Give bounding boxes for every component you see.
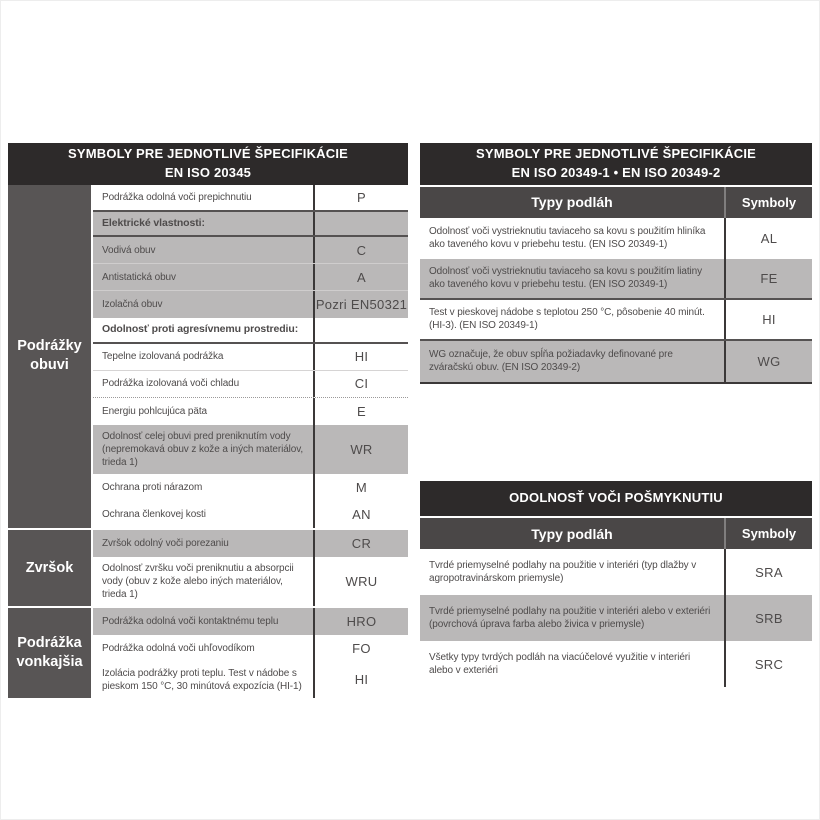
row-symbol: AN xyxy=(313,501,408,528)
row-label: Odolnosť voči vystrieknutiu taviaceho sa kovu s použitím liatiny ako taveného kovu v priebehu testu. (EN ISO 20349-1) xyxy=(429,266,703,291)
table-body xyxy=(420,218,812,384)
table-row xyxy=(420,641,812,687)
table-row xyxy=(93,608,408,635)
row-symbol: P xyxy=(313,185,408,210)
table-row xyxy=(93,501,408,528)
row-symbol: WRU xyxy=(313,557,408,606)
row-label: Podrážka izolovaná voči chladu xyxy=(102,378,240,390)
table-body xyxy=(420,549,812,687)
table-row xyxy=(93,264,408,291)
table-title-line2: EN ISO 20349-1 • EN ISO 20349-2 xyxy=(511,164,721,180)
row-label: Všetky typy tvrdých podláh na viacúčelové využitie v interiéri alebo v exteriéri xyxy=(429,652,691,676)
row-symbol: SRA xyxy=(724,549,812,595)
table-row xyxy=(93,371,408,398)
category-rows xyxy=(93,185,408,528)
row-label: Ochrana proti nárazom xyxy=(102,481,203,493)
table-row xyxy=(420,341,812,382)
column-header-floor-types: Typy podláh xyxy=(531,525,613,542)
table-row xyxy=(93,318,408,344)
table-row xyxy=(93,237,408,264)
table-title-en-iso-20345 xyxy=(8,143,408,185)
row-label: Vodivá obuv xyxy=(102,244,156,256)
row-symbol: CI xyxy=(313,371,408,397)
table-row xyxy=(420,300,812,341)
table-title-line1: SYMBOLY PRE JEDNOTLIVÉ ŠPECIFIKÁCIE xyxy=(475,146,757,161)
row-label: Odolnosť voči vystrieknutiu taviaceho sa kovu s použitím hliníka ako taveného kovu v priebehu testu. (EN ISO 20349-1) xyxy=(429,226,706,251)
category-rows xyxy=(93,530,408,606)
row-label: Test v pieskovej nádobe s teplotou 250 °C, pôsobenie 40 minút. (HI-3). (EN ISO 20349-1) xyxy=(429,307,705,332)
row-label: Izolačná obuv xyxy=(102,299,163,311)
column-header-floor-types: Typy podláh xyxy=(531,194,613,211)
table-body xyxy=(8,185,408,698)
row-label: Elektrické vlastnosti: xyxy=(102,216,205,229)
row-symbol: SRB xyxy=(724,595,812,641)
table-row xyxy=(420,595,812,641)
column-header-symbols: Symboly xyxy=(724,518,812,549)
category-cell: Podrážka vonkajšia xyxy=(8,608,93,698)
row-symbol: C xyxy=(313,237,408,263)
table-row xyxy=(93,398,408,425)
row-label: Ochrana členkovej kosti xyxy=(102,508,206,520)
category-rows xyxy=(93,608,408,698)
row-symbol: CR xyxy=(313,530,408,557)
table-title-slip-resistance xyxy=(420,481,812,516)
row-symbol xyxy=(313,318,408,342)
row-label: WG označuje, že obuv spĺňa požiadavky definované pre zváračskú obuv. (EN ISO 20349-2) xyxy=(429,349,673,374)
column-header-row xyxy=(420,185,812,218)
row-symbol: Pozri EN50321 xyxy=(313,291,408,318)
table-row xyxy=(420,218,812,259)
row-label: Podrážka odolná voči uhľovodíkom xyxy=(102,642,255,654)
table-title-line1: SYMBOLY PRE JEDNOTLIVÉ ŠPECIFIKÁCIE xyxy=(67,146,349,161)
row-label: Tvrdé priemyselné podlahy na použitie v interiéri alebo v exteriéri (povrchová úprava farba alebo živica v priemysle) xyxy=(429,606,711,630)
row-symbol: WR xyxy=(313,425,408,474)
table-en-iso-20349 xyxy=(420,143,812,384)
row-label: Tvrdé priemyselné podlahy na použitie v interiéri (typ dlažby v agropotravinárskom priemysle) xyxy=(429,560,697,584)
table-row xyxy=(93,185,408,212)
row-label: Tepelne izolovaná podrážka xyxy=(102,351,224,363)
row-symbol: E xyxy=(313,398,408,425)
row-symbol: A xyxy=(313,264,408,290)
table-row xyxy=(93,212,408,238)
column-header-row xyxy=(420,516,812,549)
row-symbol: FO xyxy=(313,635,408,662)
row-label: Antistatická obuv xyxy=(102,271,176,283)
table-row xyxy=(93,530,408,557)
row-symbol: HI xyxy=(724,300,812,339)
table-row xyxy=(420,549,812,595)
row-label: Odolnosť zvršku voči preniknutiu a absorpcii vody (obuv z kože alebo iných materiálov, trieda 1) xyxy=(102,562,294,600)
row-label: Podrážka odolná voči prepichnutiu xyxy=(102,191,252,203)
row-symbol: M xyxy=(313,474,408,501)
table-en-iso-20345 xyxy=(8,143,408,698)
category-group xyxy=(8,185,408,528)
table-row xyxy=(93,662,408,698)
table-row xyxy=(93,635,408,662)
row-label: Energiu pohlcujúca päta xyxy=(102,405,208,417)
row-label: Odolnosť proti agresívnemu prostrediu: xyxy=(102,323,299,336)
table-row xyxy=(93,474,408,501)
row-symbol xyxy=(313,212,408,236)
table-title-line1: ODOLNOSŤ VOČI POŠMYKNUTIU xyxy=(509,490,723,506)
row-symbol: HI xyxy=(313,662,408,698)
table-row xyxy=(93,425,408,474)
table-row xyxy=(93,344,408,371)
row-symbol: AL xyxy=(724,218,812,259)
table-title-line2: EN ISO 20345 xyxy=(164,164,252,180)
row-symbol: WG xyxy=(724,341,812,382)
table-row xyxy=(420,259,812,300)
row-label: Odolnosť celej obuvi pred preniknutím vody (nepremokavá obuv z kože a iných materiálov, trieda 1) xyxy=(102,430,304,468)
category-cell: Podrážky obuvi xyxy=(8,185,93,528)
row-label: Podrážka odolná voči kontaktnému teplu xyxy=(102,615,279,627)
row-label: Izolácia podrážky proti teplu. Test v nádobe s pieskom 150 °C, 30 minútová expozícia (HI-1) xyxy=(102,667,302,692)
row-symbol: HI xyxy=(313,344,408,370)
column-header-symbols: Symboly xyxy=(724,187,812,218)
table-row xyxy=(93,557,408,606)
table-slip-resistance xyxy=(420,481,812,687)
row-symbol: HRO xyxy=(313,608,408,635)
row-symbol: FE xyxy=(724,259,812,298)
row-label: Zvršok odolný voči porezaniu xyxy=(102,537,229,549)
table-title-en-iso-20349 xyxy=(420,143,812,185)
category-group xyxy=(8,606,408,698)
row-symbol: SRC xyxy=(724,641,812,687)
category-group xyxy=(8,528,408,606)
table-row xyxy=(93,291,408,318)
category-cell: Zvršok xyxy=(8,530,93,606)
